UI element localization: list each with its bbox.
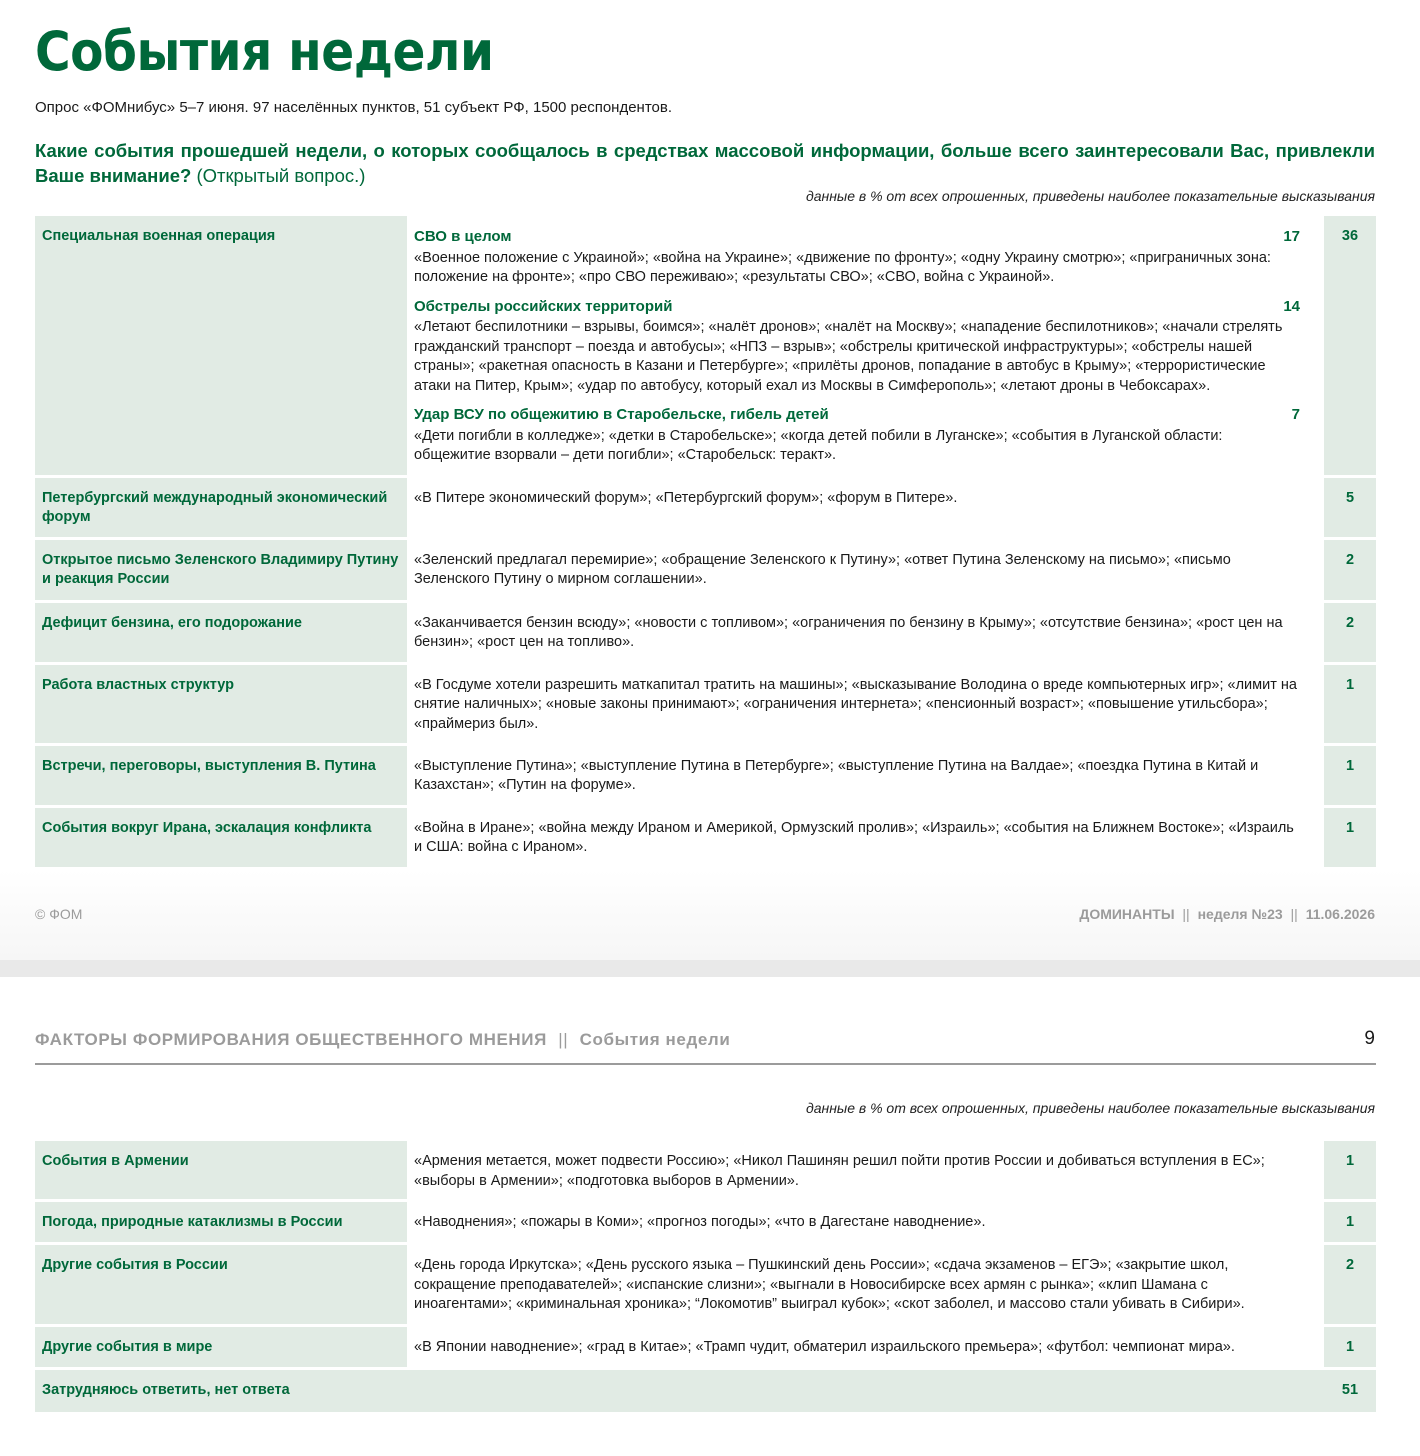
separator: ||	[1290, 906, 1298, 922]
category-name: Другие события в мире	[35, 1327, 407, 1370]
data-note: данные в % от всех опрошенных, приведены наиболее показательные высказывания	[805, 188, 1375, 204]
subcategory	[414, 405, 1302, 466]
survey-info: Опрос «ФОМнибус» 5–7 июня. 97 населённых пунктов, 51 субъект РФ, 1500 респондентов.	[35, 99, 673, 116]
category-value: 1	[1324, 1202, 1376, 1245]
subcategory	[414, 297, 1302, 397]
table-row-total	[35, 1370, 1376, 1412]
table-row	[35, 1327, 1376, 1370]
category-value: 2	[1324, 540, 1376, 603]
question-text: Какие события прошедшей недели, о которых сообщалось в средствах массовой информации, больше всего заинтересовали Вас, привлекли Ваше внимание?	[35, 140, 1375, 186]
report-date: 11.06.2026	[1305, 906, 1375, 922]
category-name: Погода, природные катаклизмы в России	[35, 1202, 407, 1245]
table-row	[35, 1245, 1376, 1327]
survey-question	[35, 138, 1375, 188]
category-quotes: «Война в Иране»; «война между Ираном и Америкой, Ормузский пролив»; «Израиль»; «события на Ближнем Востоке»; «Израиль и США: война с Ираном».	[407, 808, 1312, 870]
table-row	[35, 478, 1376, 540]
category-quotes: «В Питере экономический форум»; «Петербургский форум»; «форум в Питере».	[407, 478, 1312, 540]
category-name: Другие события в России	[35, 1245, 407, 1327]
category-details	[407, 216, 1312, 478]
events-table-continued	[35, 1141, 1376, 1412]
category-name: Встречи, переговоры, выступления В. Путина	[35, 746, 407, 808]
running-header	[35, 1030, 730, 1050]
subcategory-value: 7	[1291, 406, 1300, 423]
subcategory-value: 17	[1283, 228, 1300, 245]
subcategory-title: Обстрелы российских территорий	[414, 297, 673, 315]
no-answer-label: Затрудняюсь ответить, нет ответа	[35, 1370, 1312, 1412]
subcategory-quotes: «Военное положение с Украиной»; «война на Украине»; «движение по фронту»; «одну Украину смотрю»; «приграничных зона: положение на фронте»; «про СВО переживаю»; «результаты СВО»; «СВО, война с Украиной».	[414, 249, 1271, 285]
events-table	[35, 216, 1376, 870]
category-quotes: «В Японии наводнение»; «град в Китае»; «Трамп чудит, обматерил израильского премьера»; «футбол: чемпионат мира».	[407, 1327, 1312, 1370]
category-name: События в Армении	[35, 1141, 407, 1202]
subcategory-value: 14	[1283, 297, 1300, 315]
copyright: © ФОМ	[35, 906, 83, 922]
category-name: Специальная военная операция	[35, 216, 407, 478]
category-value: 2	[1324, 603, 1376, 665]
table-row	[35, 540, 1376, 603]
page-break	[0, 960, 1420, 977]
category-value: 1	[1324, 746, 1376, 808]
category-name: Работа властных структур	[35, 665, 407, 746]
separator: ||	[1182, 906, 1190, 922]
category-name: Открытое письмо Зеленского Владимиру Путину и реакция России	[35, 540, 407, 603]
data-note: данные в % от всех опрошенных, приведены наиболее показательные высказывания	[805, 1100, 1375, 1116]
table-row	[35, 808, 1376, 870]
category-value: 36	[1324, 216, 1376, 478]
category-quotes: «Наводнения»; «пожары в Коми»; «прогноз погоды»; «что в Дагестане наводнение».	[407, 1202, 1312, 1245]
category-quotes: «Зеленский предлагал перемирие»; «обращение Зеленского к Путину»; «ответ Путина Зеленскому на письмо»; «письмо Зеленского Путину о мирном соглашении».	[407, 540, 1312, 603]
category-quotes: «Заканчивается бензин всюду»; «новости с топливом»; «ограничения по бензину в Крыму»; «отсутствие бензина»; «рост цен на бензин»; «рост цен на топливо».	[407, 603, 1312, 665]
separator: ||	[558, 1030, 569, 1049]
week-number: неделя №23	[1197, 906, 1283, 922]
category-quotes: «Выступление Путина»; «выступление Путина в Петербурге»; «выступление Путина на Валдае»; «поездка Путина в Китай и Казахстан»; «Путин на форуме».	[407, 746, 1312, 808]
category-value: 1	[1324, 1327, 1376, 1370]
category-value: 1	[1324, 665, 1376, 746]
category-name: Петербургский международный экономический форум	[35, 478, 407, 540]
category-name: Дефицит бензина, его подорожание	[35, 603, 407, 665]
table-row	[35, 603, 1376, 665]
running-footer	[1079, 906, 1375, 922]
subcategory-quotes: «Летают беспилотники – взрывы, боимся»; «налёт дронов»; «налёт на Москву»; «нападение беспилотников»; «начали стрелять гражданский транспорт – поезда и автобусы»; «НПЗ – взрыв»; «обстрелы критической инфраструктуры»; «обстрелы нашей страны»; «ракетная опасность в Казани и Петербурге»; «прилёты дронов, попадание в автобус в Крыму»; «террористические атаки на Питер, Крым»; «удар по автобусу, который ехал из Москвы в Симферополь»; «летают дроны в Чебоксарах».	[414, 319, 1283, 394]
category-quotes: «День города Иркутска»; «День русского языка – Пушкинский день России»; «сдача экзаменов – ЕГЭ»; «закрытие школ, сокращение преподавателей»; «испанские слизни»; «выгнали в Новосибирске всех армян с рынка»; «клип Шамана с иноагентами»; «криминальная хроника»; “Локомотив” выиграл кубок»; «скот заболел, и массово стали убивать в Сибири».	[407, 1245, 1312, 1327]
subcategory-quotes: «Дети погибли в колледже»; «детки в Старобельске»; «когда детей побили в Луганске»; «события в Луганской области: общежитие взорвали – дети погибли»; «Старобельск: теракт».	[414, 427, 1223, 463]
header-divider	[35, 1063, 1376, 1065]
category-quotes: «В Госдуме хотели разрешить маткапитал тратить на машины»; «высказывание Володина о вреде компьютерных игр»; «лимит на снятие наличных»; «новые законы принимают»; «ограничения интернета»; «пенсионный возраст»; «повышение утильсбора»; «праймериз был».	[407, 665, 1312, 746]
category-name: События вокруг Ирана, эскалация конфликта	[35, 808, 407, 870]
subcategory-title: СВО в целом	[414, 228, 512, 245]
no-answer-value: 51	[1324, 1370, 1376, 1412]
category-value: 1	[1324, 1141, 1376, 1202]
table-row	[35, 665, 1376, 746]
category-value: 1	[1324, 808, 1376, 870]
section-heading: ФАКТОРЫ ФОРМИРОВАНИЯ ОБЩЕСТВЕННОГО МНЕНИЯ	[35, 1030, 547, 1049]
table-row	[35, 1202, 1376, 1245]
page-title: События недели	[35, 20, 494, 83]
table-row	[35, 746, 1376, 808]
category-value: 2	[1324, 1245, 1376, 1327]
question-type: (Открытый вопрос.)	[196, 165, 366, 186]
subcategory	[414, 227, 1302, 288]
report-name: ДОМИНАНТЫ	[1079, 906, 1175, 922]
table-row	[35, 1141, 1376, 1202]
table-row	[35, 216, 1376, 478]
page-number: 9	[1364, 1028, 1375, 1049]
section-name: События недели	[579, 1030, 731, 1049]
category-quotes: «Армения метается, может подвести Россию»; «Никол Пашинян решил пойти против России и добиваться вступления в ЕС»; «выборы в Армении»; «подготовка выборов в Армении».	[407, 1141, 1312, 1202]
category-value: 5	[1324, 478, 1376, 540]
subcategory-title: Удар ВСУ по общежитию в Старобельске, гибель детей	[414, 406, 829, 423]
